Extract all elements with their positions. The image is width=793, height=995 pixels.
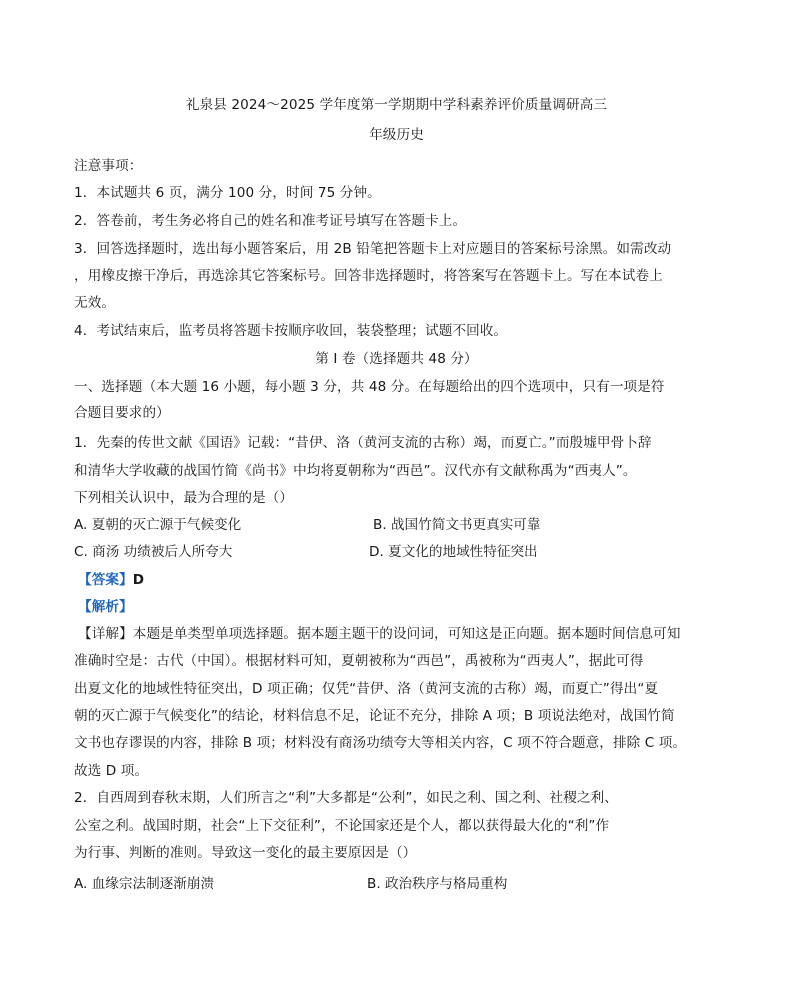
q2-option-a: A. 血缘宗法制逐渐崩溃 [74,876,215,892]
q1-detail-5: 文书也存谬误的内容，排除 B 项；材料没有商汤功绩夸大等相关内容，C 项不符合题意，排除 C 项。 [74,735,687,751]
q1-analysis-label [78,597,133,617]
section-intro-2: 合题目要求的） [74,405,170,421]
detail-label: 【详解】 [78,626,133,642]
q1-option-d: D. 夏文化的地域性特征突出 [369,544,538,560]
answer-value: D [132,572,145,588]
q1-detail-6: 故选 D 项。 [74,763,149,779]
q1-detail-2: 准确时空是：古代（中国）。根据材料可知，夏朝被称为“西邑”，禹被称为“西夷人”，据此可得 [74,653,644,669]
section-title: 第 I 卷（选择题共 48 分） [315,351,478,367]
q1-detail-4: 朝的灭亡源于气候变化”的结论，材料信息不足，论证不充分，排除 A 项；B 项说法绝对，战国竹简 [74,708,675,724]
q2-option-b: B. 政治秩序与格局重构 [367,876,508,892]
page-title-line2: 年级历史 [369,127,424,143]
notice-item-3-cont: ，用橡皮擦干净后，再选涂其它答案标号。回答非选择题时，将答案写在答题卡上。写在本试卷上 [74,268,663,284]
notice-item-3: 3．回答选择题时，选出每小题答案后，用 2B 铅笔把答题卡上对应题目的答案标号涂黑。如需改动 [74,241,672,257]
q1-option-c: C. 商汤 功绩被后人所夸大 [74,544,233,560]
q1-detail-3: 出夏文化的地域性特征突出，D 项正确；仅凭“昔伊、洛（黄河支流的古称）竭，而夏亡”得出“夏 [74,681,659,697]
q1-stem-2: 和清华大学收藏的战国竹简《尚书》中均将夏朝称为“西邑”。汉代亦有文献称禹为“西夷人”。 [74,463,637,479]
notice-heading: 注意事项： [74,158,143,174]
q1-stem-1: 1．先秦的传世文献《国语》记载：“昔伊、洛（黄河支流的古称）竭，而夏亡。”而殷墟甲骨卜辞 [74,435,652,451]
notice-item-3-end: 无效。 [74,295,116,311]
page-title-line1: 礼泉县 2024～2025 学年度第一学期期中学科素养评价质量调研高三 [185,97,608,113]
q1-answer [78,570,144,590]
q2-stem-1: 2．自西周到春秋末期，人们所言之“利”大多都是“公利”，如民之利、国之利、社稷之利、 [74,790,618,806]
q1-option-a: A. 夏朝的灭亡源于气候变化 [74,517,242,533]
notice-item-2: 2．答卷前，考生务必将自己的姓名和准考证号填写在答题卡上。 [74,213,467,229]
notice-item-1: 1．本试题共 6 页，满分 100 分，时间 75 分钟。 [74,185,381,201]
answer-label: 【答案】 [78,572,133,588]
q1-option-b: B. 战国竹简文书更真实可靠 [373,517,541,533]
analysis-label: 【解析】 [78,599,133,615]
q2-stem-2: 公室之利。战国时期，社会“上下交征利”，不论国家还是个人，都以获得最大化的“利”作 [74,818,610,834]
notice-item-4: 4．考试结束后，监考员将答题卡按顺序收回，装袋整理；试题不回收。 [74,323,508,339]
q1-detail-1: 【详解】本题是单类型单项选择题。据本题主题干的设问词，可知这是正向题。据本题时间信息可知 [78,626,681,642]
q2-stem-3: 为行事、判断的准则。导致这一变化的最主要原因是（） [74,845,417,861]
section-intro-1: 一、选择题（本大题 16 小题，每小题 3 分，共 48 分。在每题给出的四个选项中，只有一项是符 [74,379,665,395]
q1-stem-3: 下列相关认识中，最为合理的是（） [74,490,294,506]
